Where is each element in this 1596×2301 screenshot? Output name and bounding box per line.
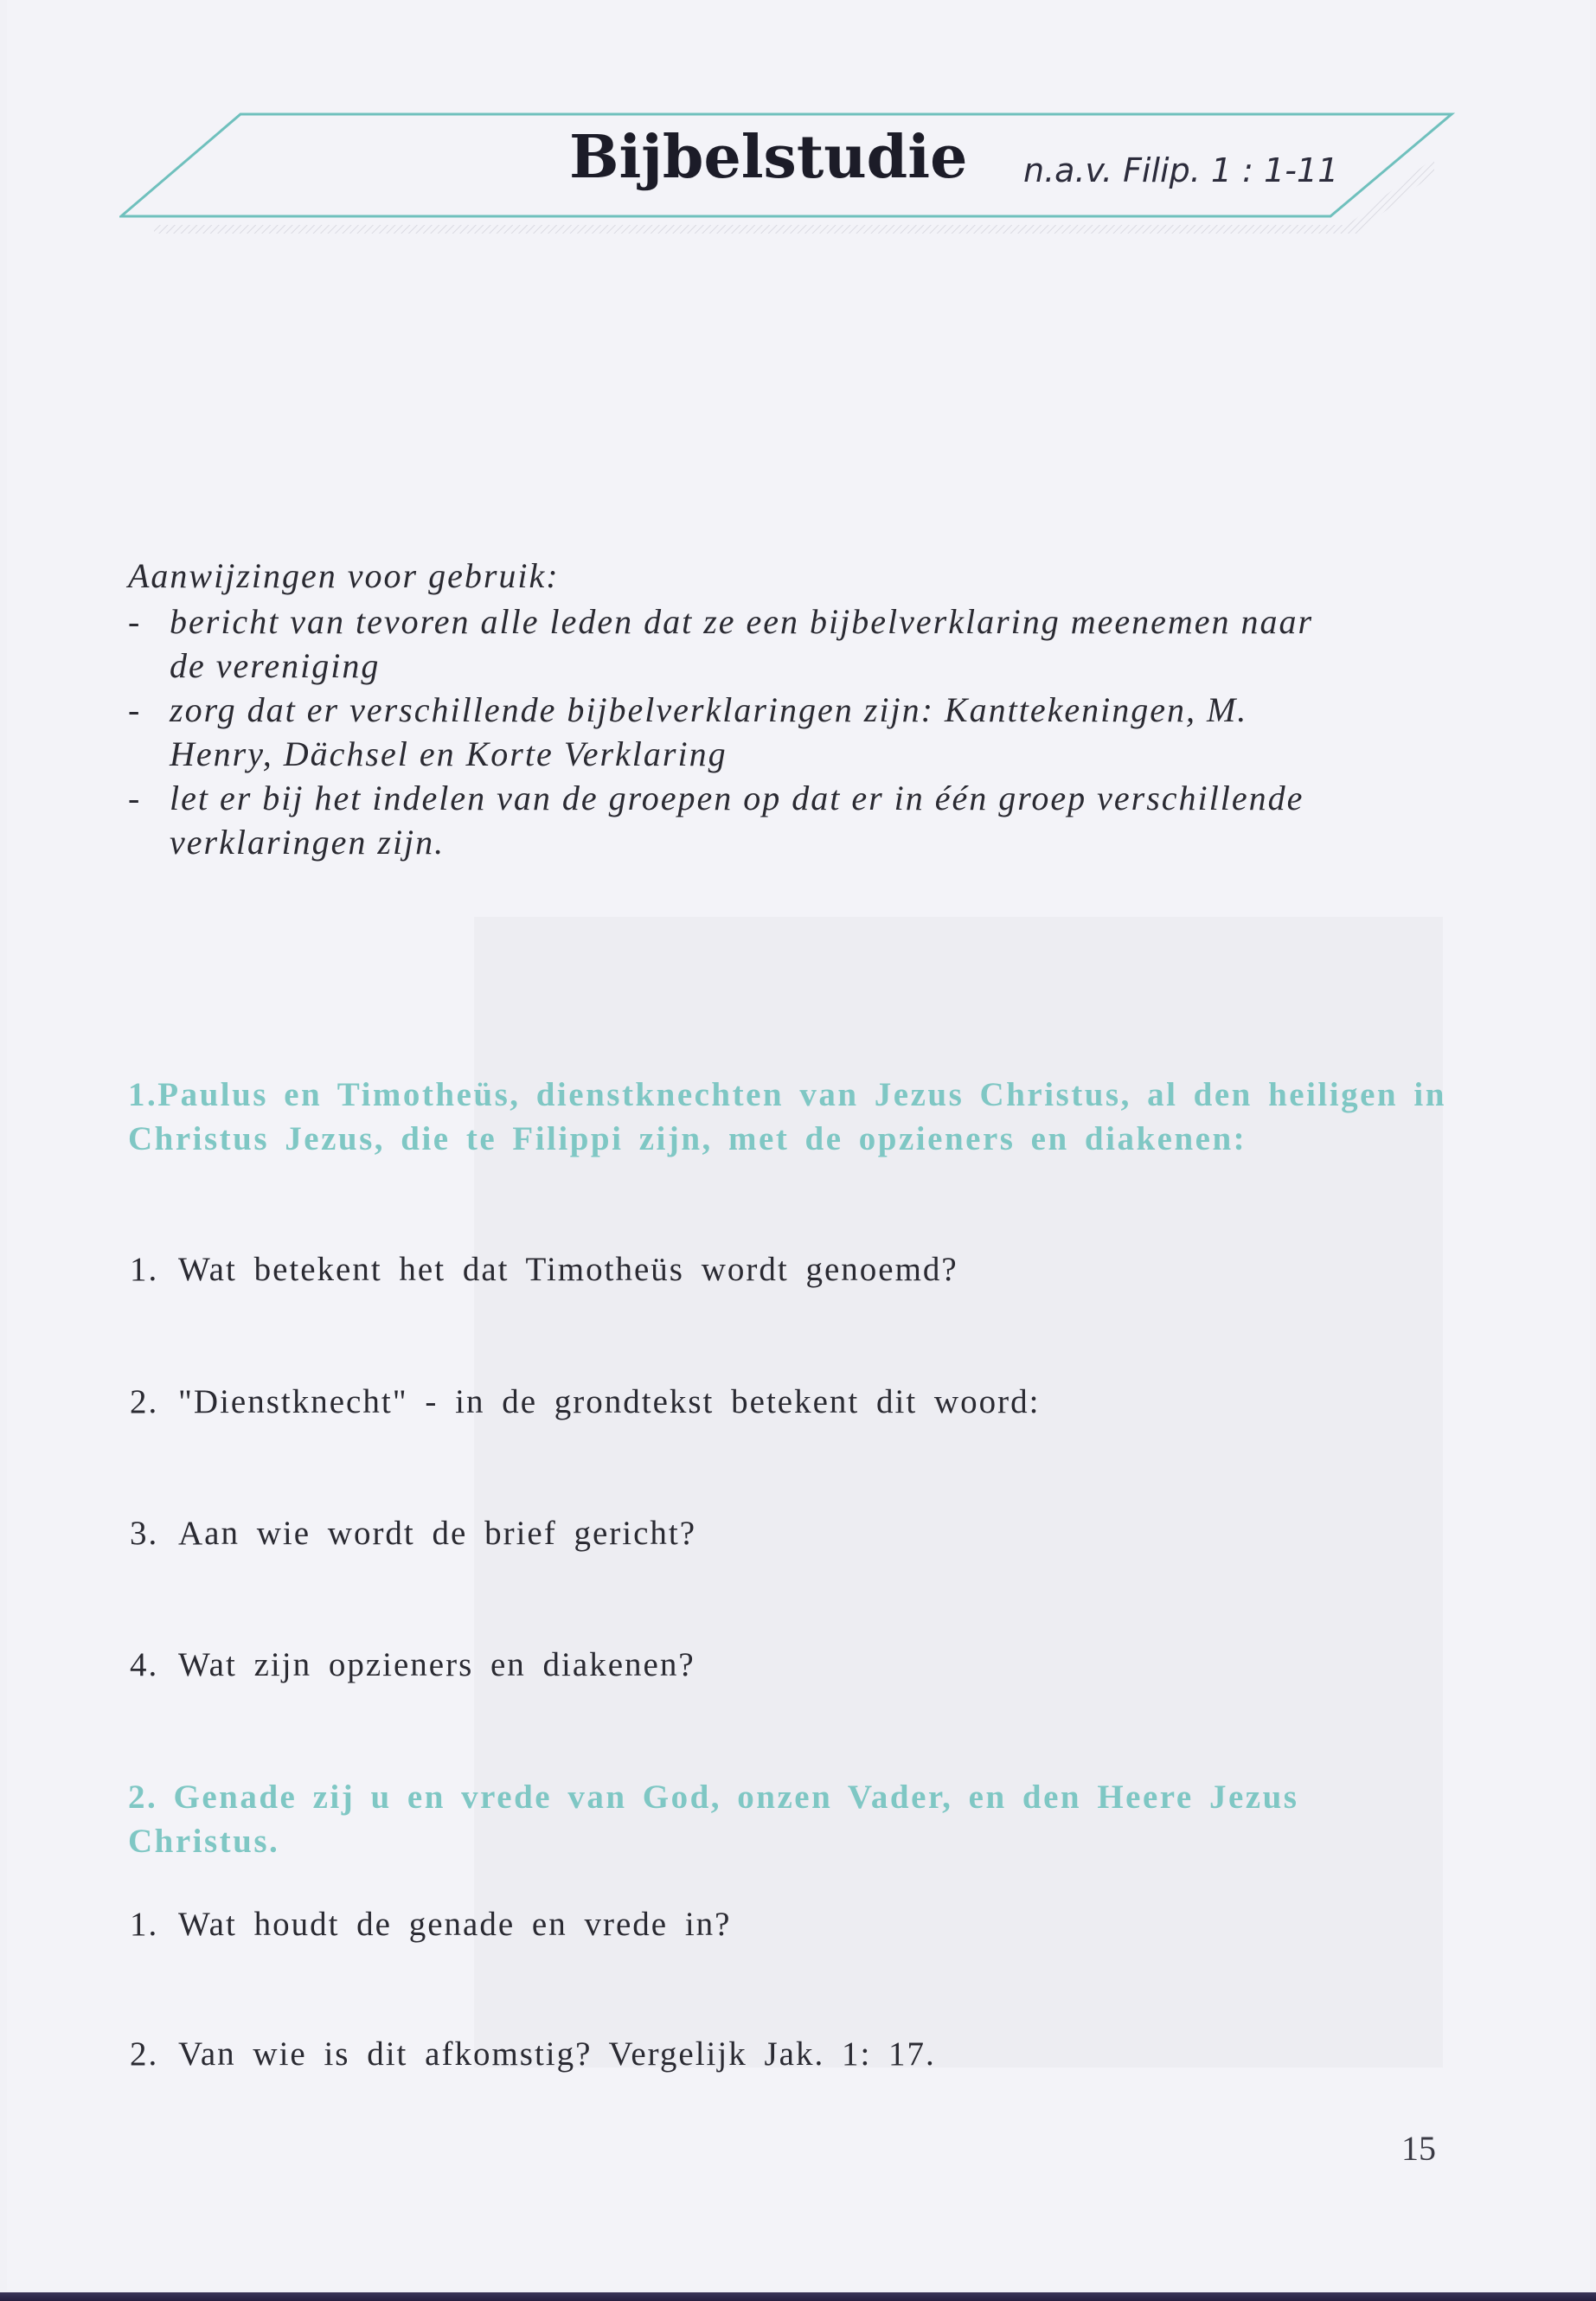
- page-title: Bijbelstudie: [569, 123, 968, 192]
- verse-2: 2. Genade zij u en vrede van God, onzen Vader, en den Heere Jezus Christus.: [128, 1779, 1299, 1860]
- header-banner: [119, 104, 1469, 268]
- verse-1: 1.Paulus en Timotheüs, dienstknechten van Jezus Christus, al den heiligen in Christus Jezus, die te Filippi zijn, met de opzieners en diakenen:: [128, 1076, 1446, 1157]
- dash-bullet: -: [128, 779, 142, 817]
- bottom-edge: [0, 2292, 1596, 2301]
- dash-bullet: -: [128, 602, 142, 641]
- question-item: 3. Aan wie wordt de brief gericht?: [130, 1515, 697, 1552]
- document-page: [7, 0, 1590, 2291]
- question-item: 1. Wat betekent het dat Timotheüs wordt genoemd?: [130, 1251, 958, 1288]
- dash-bullet: -: [128, 690, 142, 729]
- instructions-block: [128, 554, 1356, 864]
- instruction-item: - let er bij het indelen van de groepen op dat er in één groep verschillende verklaringen zijn.: [128, 776, 1356, 864]
- instruction-item: - zorg dat er verschillende bijbelverklaringen zijn: Kanttekeningen, M. Henry, Dächsel en Korte Verklaring: [128, 688, 1356, 776]
- instructions-list: [128, 599, 1356, 864]
- question-item: 1. Wat houdt de genade en vrede in?: [130, 1906, 732, 1943]
- question-item: 2. "Dienstknecht" - in de grondtekst betekent dit woord:: [130, 1383, 1041, 1420]
- instruction-item: - bericht van tevoren alle leden dat ze een bijbelverklaring meenemen naar de vereniging: [128, 599, 1356, 688]
- bible-reference: n.a.v. Filip. 1 : 1-11: [1023, 151, 1339, 189]
- instructions-heading: Aanwijzingen voor gebruik:: [128, 556, 560, 595]
- question-item: 2. Van wie is dit afkomstig? Vergelijk Jak. 1: 17.: [130, 2035, 936, 2073]
- page-number: 15: [1401, 2129, 1436, 2168]
- question-item: 4. Wat zijn opzieners en diakenen?: [130, 1646, 695, 1683]
